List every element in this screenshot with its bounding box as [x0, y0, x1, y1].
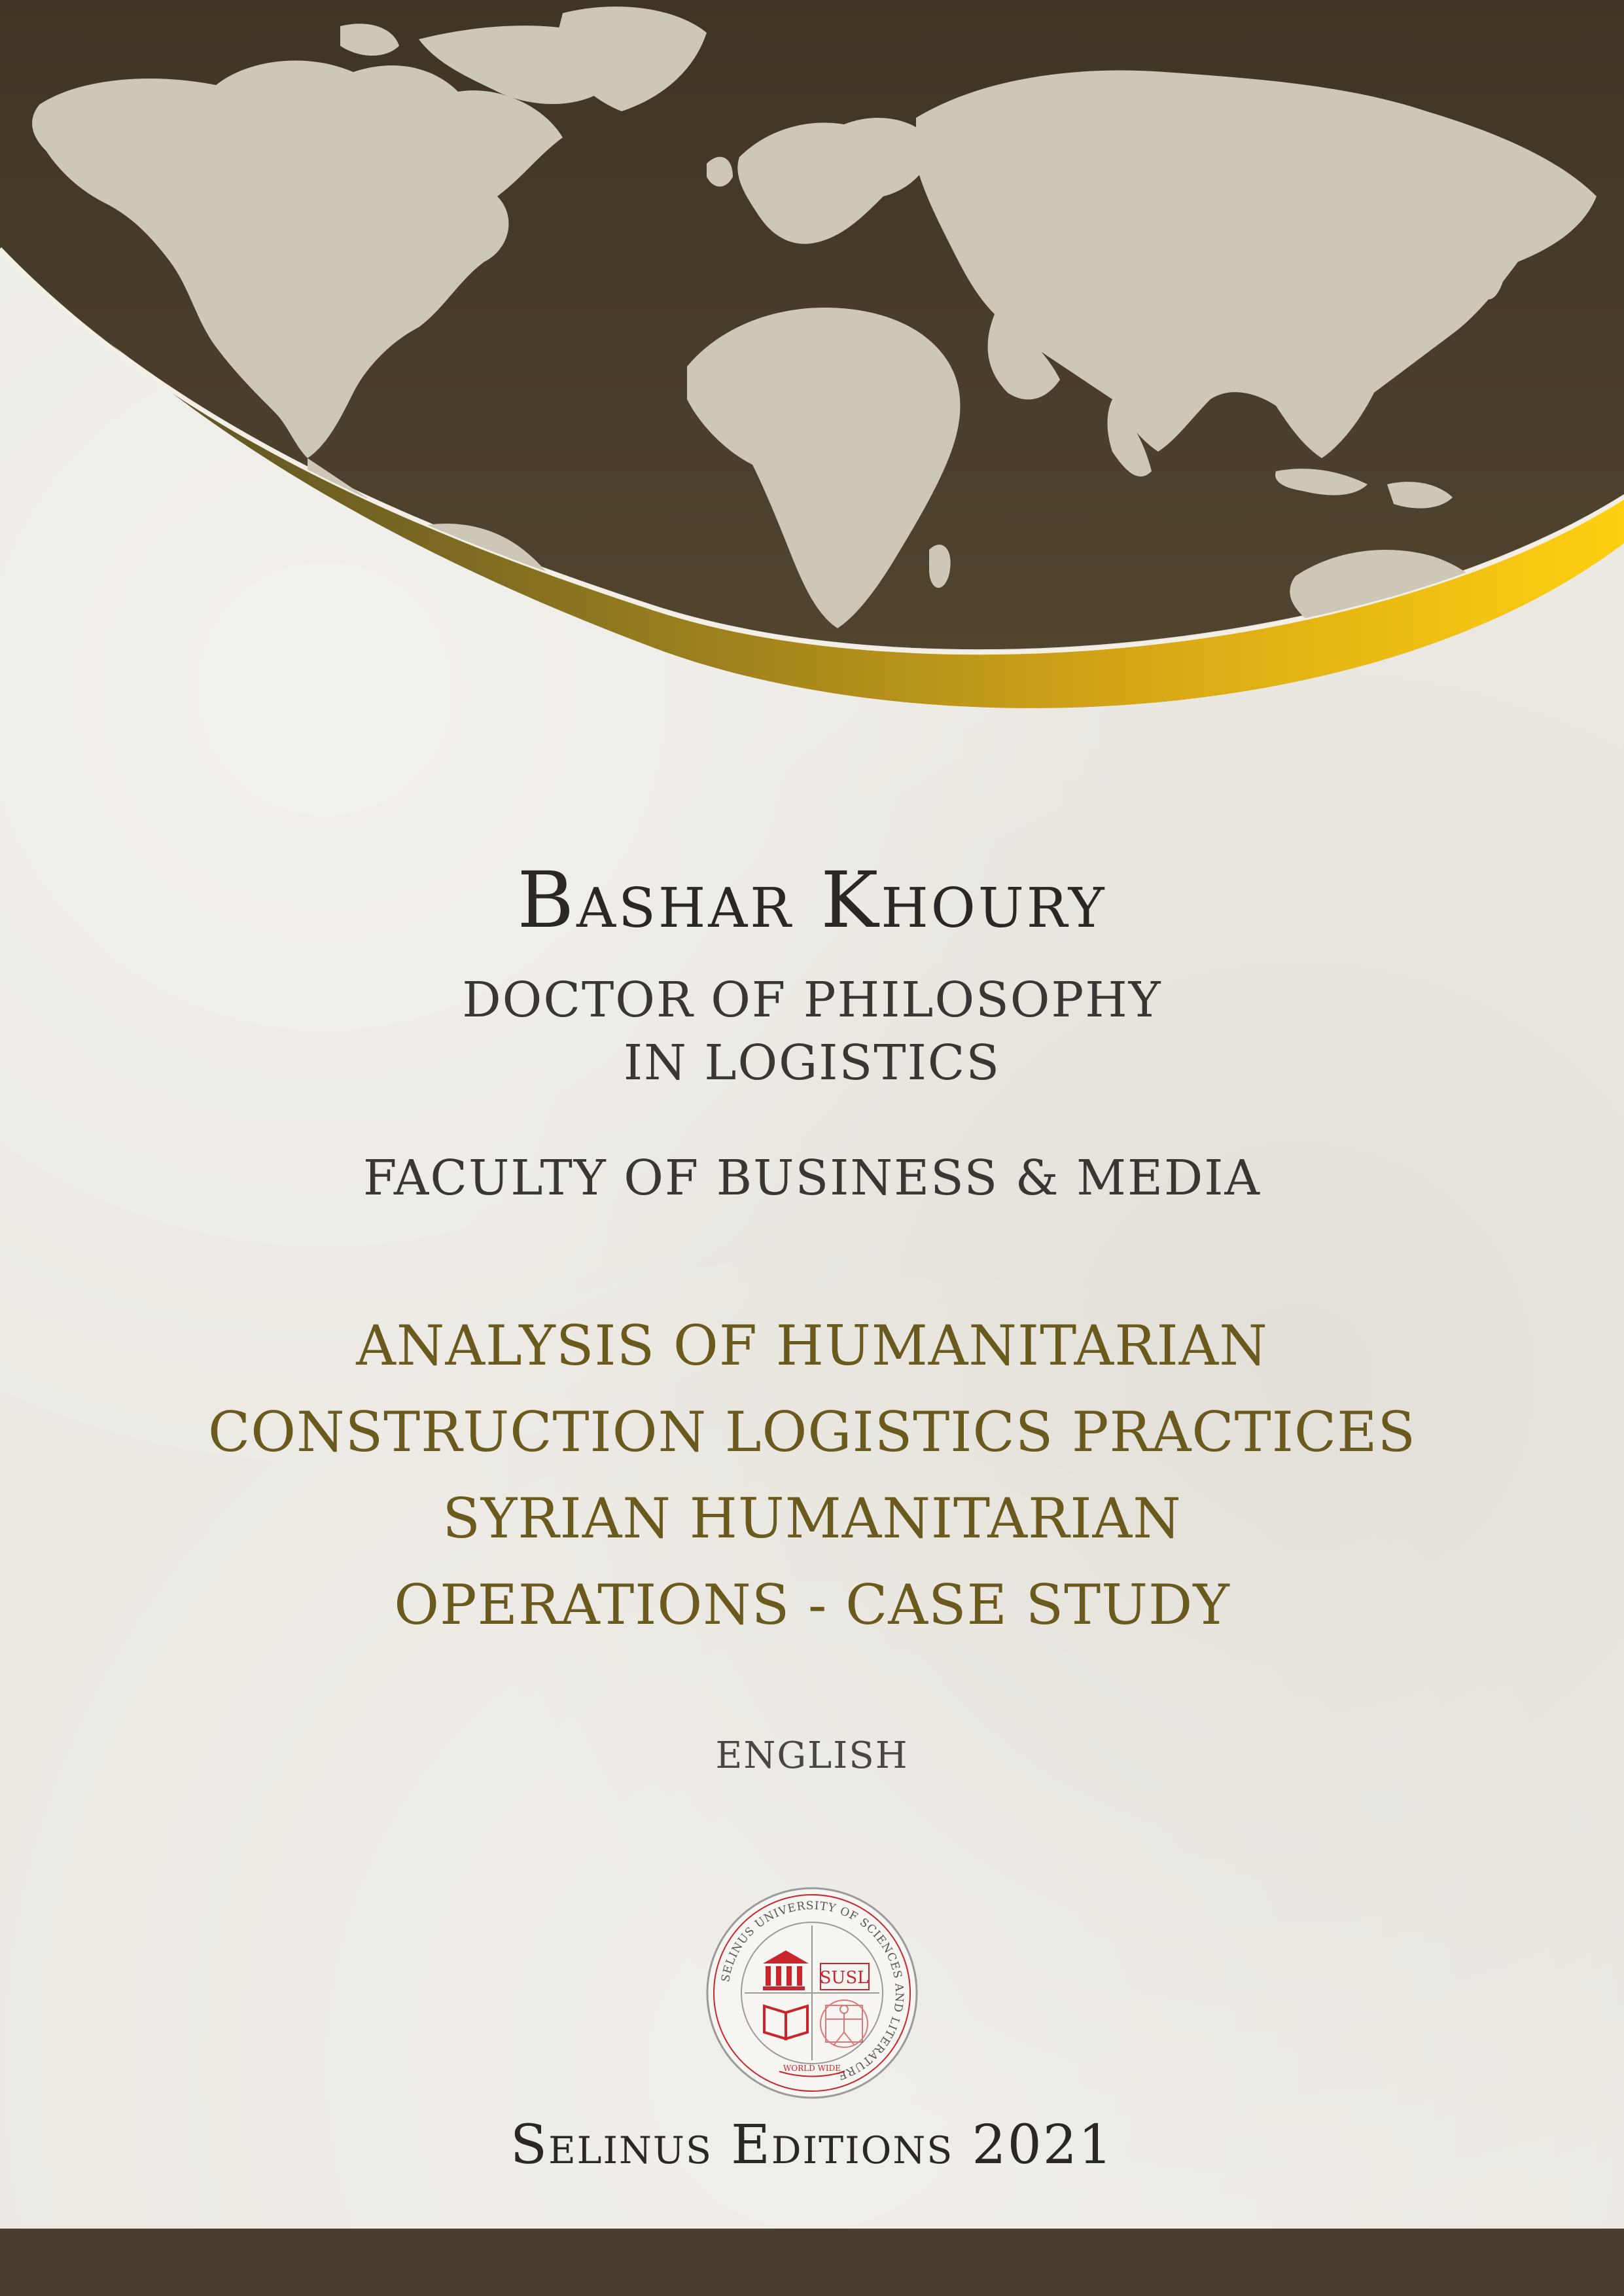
author-name: Bashar Khoury: [517, 855, 1107, 945]
title-line-2: CONSTRUCTION LOGISTICS PRACTICES: [207, 1400, 1417, 1464]
publisher-line: Selinus Editions 2021: [510, 2114, 1114, 2176]
university-seal: [704, 1885, 920, 2101]
seal-bottom-text: WORLD WIDE: [783, 2064, 841, 2073]
title-line-3: SYRIAN HUMANITARIAN: [442, 1486, 1182, 1551]
degree-line-2: IN LOGISTICS: [623, 1035, 1001, 1091]
title-line-1: ANALYSIS OF HUMANITARIAN: [356, 1314, 1268, 1378]
degree-line-1: DOCTOR OF PHILOSOPHY: [462, 972, 1162, 1028]
faculty-name: FACULTY OF BUSINESS & MEDIA: [363, 1150, 1261, 1206]
world-map-header: [0, 0, 1624, 812]
footer-bar: [0, 2229, 1624, 2296]
seal-ring-text: SELINUS UNIVERSITY OF SCIENCES AND LITERATURE: [719, 1899, 906, 2083]
thesis-title: [0, 1302, 1624, 1648]
language-label: ENGLISH: [715, 1734, 909, 1777]
title-line-4: OPERATIONS - CASE STUDY: [394, 1573, 1230, 1637]
degree-title: [0, 969, 1624, 1094]
seal-abbrev: SUSL: [819, 1968, 869, 1988]
